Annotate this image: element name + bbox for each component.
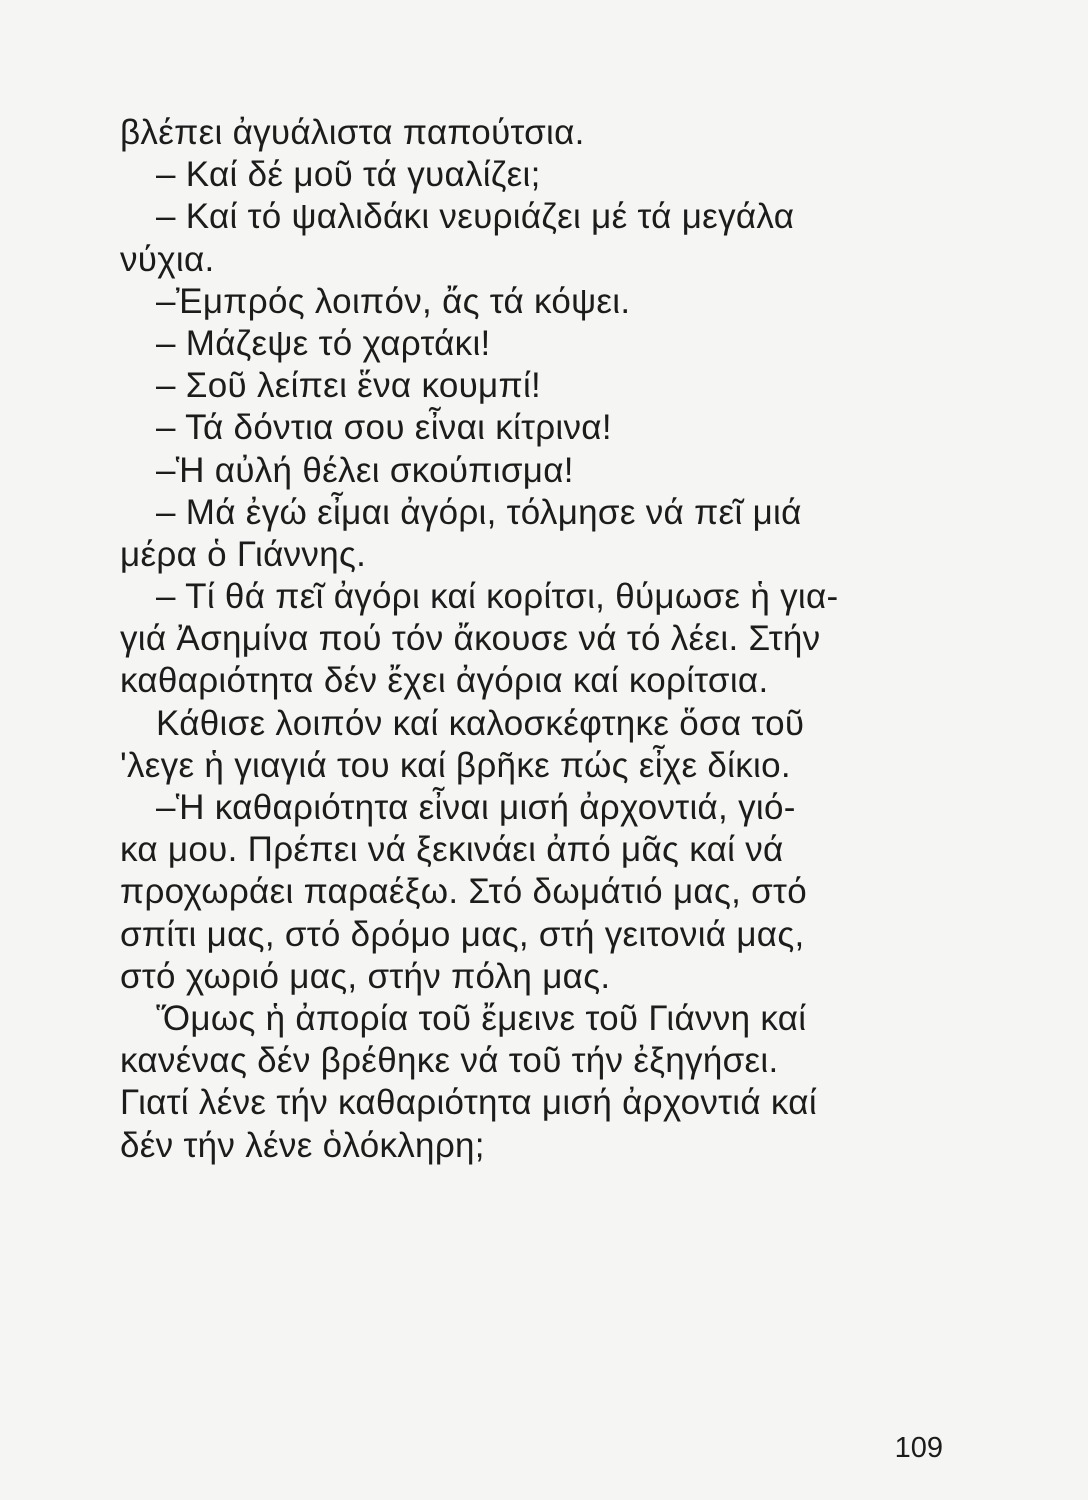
text-line: δέν τήν λένε ὁλόκληρη; xyxy=(120,1125,485,1165)
body-text xyxy=(120,112,950,1167)
text-line: –Ἡ καθαριότητα εἶναι μισή ἀρχοντιά, γιό- xyxy=(156,788,796,827)
text-line: βλέπει ἀγυάλιστα παπούτσια. xyxy=(120,113,585,152)
text-line: κανένας δέν βρέθηκε νά τοῦ τήν ἐξηγήσει. xyxy=(120,1041,779,1081)
text-line: κα μου. Πρέπει νά ξεκινάει ἀπό μᾶς καί νά xyxy=(120,830,784,870)
text-line: γιά Ἀσημίνα πού τόν ἄκουσε νά τό λέει. Στήν xyxy=(120,619,821,659)
text-line: – Μάζεψε τό χαρτάκι! xyxy=(156,323,491,363)
text-line: – Καί δέ μοῦ τά γυαλίζει; xyxy=(156,155,541,195)
text-line: Ὅμως ἡ ἀπορία τοῦ ἔμεινε τοῦ Γιάννη καί xyxy=(156,998,807,1038)
text-line: – Τά δόντια σου εἶναι κίτρινα! xyxy=(156,408,612,448)
text-line: στό χωριό μας, στήν πόλη μας. xyxy=(120,956,611,996)
page-number: 109 xyxy=(894,1432,943,1464)
text-line: –Ἡ αὐλή θέλει σκούπισμα! xyxy=(156,450,574,490)
text-line: – Μά ἐγώ εἶμαι ἀγόρι, τόλμησε νά πεῖ μιά xyxy=(156,492,802,532)
text-line: – Τί θά πεῖ ἀγόρι καί κορίτσι, θύμωσε ἡ για- xyxy=(156,577,839,617)
text-line: σπίτι μας, στό δρόμο μας, στή γειτονιά μας, xyxy=(120,914,805,954)
text-line: μέρα ὁ Γιάννης. xyxy=(120,534,367,574)
text-line: νύχια. xyxy=(120,239,215,279)
text-line: – Καί τό ψαλιδάκι νευριάζει μέ τά μεγάλα xyxy=(156,197,795,237)
text-line: Γιατί λένε τήν καθαριότητα μισή ἀρχοντιά καί xyxy=(120,1083,817,1123)
text-line: – Σοῦ λείπει ἕνα κουμπί! xyxy=(156,366,542,406)
text-line: –Ἐμπρός λοιπόν, ἄς τά κόψει. xyxy=(156,281,631,321)
text-line: 'λεγε ἡ γιαγιά του καί βρῆκε πώς εἶχε δίκιο. xyxy=(120,745,791,785)
text-line: Κάθισε λοιπόν καί καλοσκέφτηκε ὅσα τοῦ xyxy=(156,703,805,743)
text-line: προχωράει παραέξω. Στό δωμάτιό μας, στό xyxy=(120,872,807,912)
text-line: καθαριότητα δέν ἔχει ἀγόρια καί κορίτσια. xyxy=(120,661,769,701)
